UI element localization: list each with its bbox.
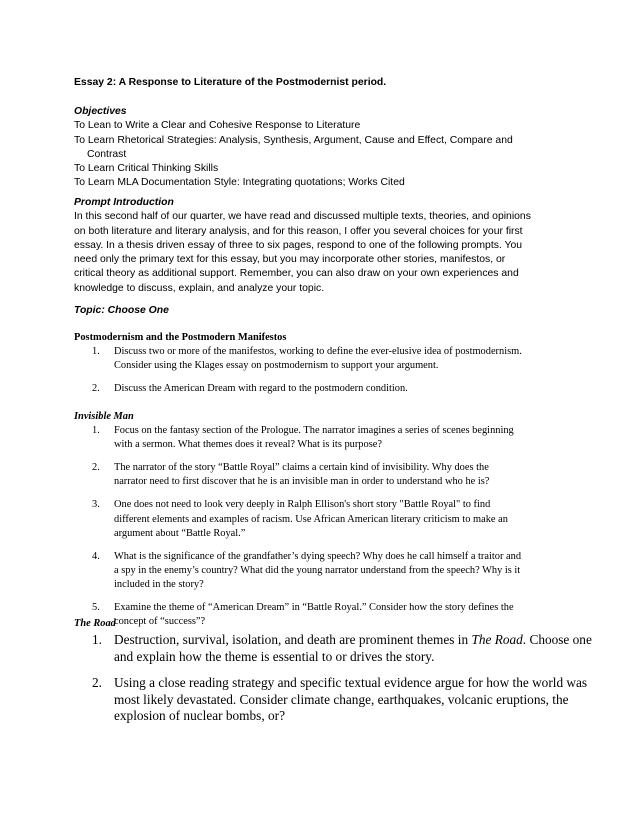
item-line: with a sermon. What themes does it reveal? What is its purpose? (114, 439, 382, 451)
prompt-heading: Prompt Introduction (74, 197, 174, 208)
item-line: argument about “Battle Royal.” (114, 527, 246, 539)
item-number: 3. (92, 499, 100, 511)
item-line: concept of “success”? (114, 616, 206, 628)
item-line: a spy in the enemy’s country? What did the young narrator understand from the speech? Why is it (114, 564, 521, 576)
item-number: 5. (92, 602, 100, 614)
prompt-line: essay. In a thesis driven essay of three to six pages, respond to one of the following prompts. You (74, 239, 523, 251)
item-line (114, 632, 592, 649)
list-item (74, 345, 574, 373)
invisible-man-heading: Invisible Man (74, 411, 134, 422)
item-number: 2. (92, 675, 102, 690)
item-number: 2. (92, 383, 100, 395)
prompt-line: need only the primary text for this essay, but you may incorporate other stories, manifestos, or (74, 254, 506, 266)
objective-item: To Lean to Write a Clear and Cohesive Response to Literature (74, 120, 361, 132)
item-line: different elements and examples of racism. Use African American literary criticism to make an (114, 513, 508, 525)
list-item (74, 675, 588, 725)
item-line: Examine the theme of “American Dream” in “Battle Royal.” Consider how the story defines the (114, 602, 514, 614)
objective-item-continued: Contrast (87, 148, 127, 160)
item-number: 2. (92, 462, 100, 474)
list-item (74, 382, 574, 396)
objectives-section (74, 105, 574, 191)
item-line: Focus on the fantasy section of the Prologue. The narrator imagines a series of scenes beginning (114, 425, 514, 437)
prompt-section (74, 196, 574, 296)
prompt-line: In this second half of our quarter, we have read and discussed multiple texts, theories, and opinions (74, 211, 531, 223)
list-item (74, 632, 592, 665)
objective-item: To Learn Critical Thinking Skills (74, 163, 219, 175)
item-line: explosion of nuclear bombs, or? (114, 708, 285, 723)
item-text: Destruction, survival, isolation, and death are prominent themes in (114, 632, 472, 647)
list-item (74, 550, 574, 592)
prompt-line: knowledge to discuss, explain, and analyze your topic. (74, 282, 325, 294)
prompt-line: on both literature and literary analysis, and for this reason, I offer you several choices for your first (74, 225, 523, 237)
book-title: The Road (471, 632, 523, 647)
list-item (74, 498, 574, 540)
postmodernism-heading: Postmodernism and the Postmodern Manifestos (74, 332, 287, 343)
topic-heading: Topic: Choose One (74, 305, 169, 316)
item-line: and explain how the theme is essential to or drives the story. (114, 648, 435, 664)
item-line: What is the significance of the grandfather’s dying speech? Why does he call himself a traitor and (114, 550, 522, 562)
item-line: included in the story? (114, 578, 204, 590)
essay-title: Essay 2: A Response to Literature of the Postmodernist period. (74, 77, 387, 88)
item-line: Discuss two or more of the manifestos, working to define the ever-elusive idea of postmodernism. (114, 346, 522, 358)
list-item (74, 424, 574, 452)
item-line: One does not need to look very deeply in Ralph Ellison's short story "Battle Royal" to find (114, 499, 491, 511)
item-number: 1. (92, 346, 100, 358)
prompt-line: critical theory as additional support. Remember, you can also draw on your own experiences and (74, 268, 519, 280)
item-line: The narrator of the story “Battle Royal” claims a certain kind of invisibility. Why does the (114, 462, 489, 474)
invisible-man-section (74, 410, 574, 638)
item-line: narrator need to first discover that he is an invisible man in order to understand who he is? (114, 476, 490, 488)
postmodernism-section (74, 331, 574, 405)
item-line: Discuss the American Dream with regard to the postmodern condition. (114, 383, 408, 395)
item-number: 1. (92, 632, 102, 647)
item-line: most likely devastated. Consider climate change, earthquakes, volcanic eruptions, the (114, 691, 569, 707)
item-line: Using a close reading strategy and specific textual evidence argue for how the world was (114, 675, 588, 690)
the-road-section (74, 632, 592, 735)
list-item (74, 461, 574, 489)
objectives-heading: Objectives (74, 106, 127, 117)
item-number: 4. (92, 550, 100, 562)
objective-item: To Learn MLA Documentation Style: Integrating quotations; Works Cited (74, 177, 405, 189)
item-text: . Choose one (522, 632, 592, 647)
item-number: 1. (92, 425, 100, 437)
the-road-heading: The Road (74, 618, 116, 629)
objective-item: To Learn Rhetorical Strategies: Analysis, Synthesis, Argument, Cause and Effect, Compare and (74, 134, 513, 146)
item-line: Consider using the Klages essay on postmodernism to support your argument. (114, 360, 439, 372)
